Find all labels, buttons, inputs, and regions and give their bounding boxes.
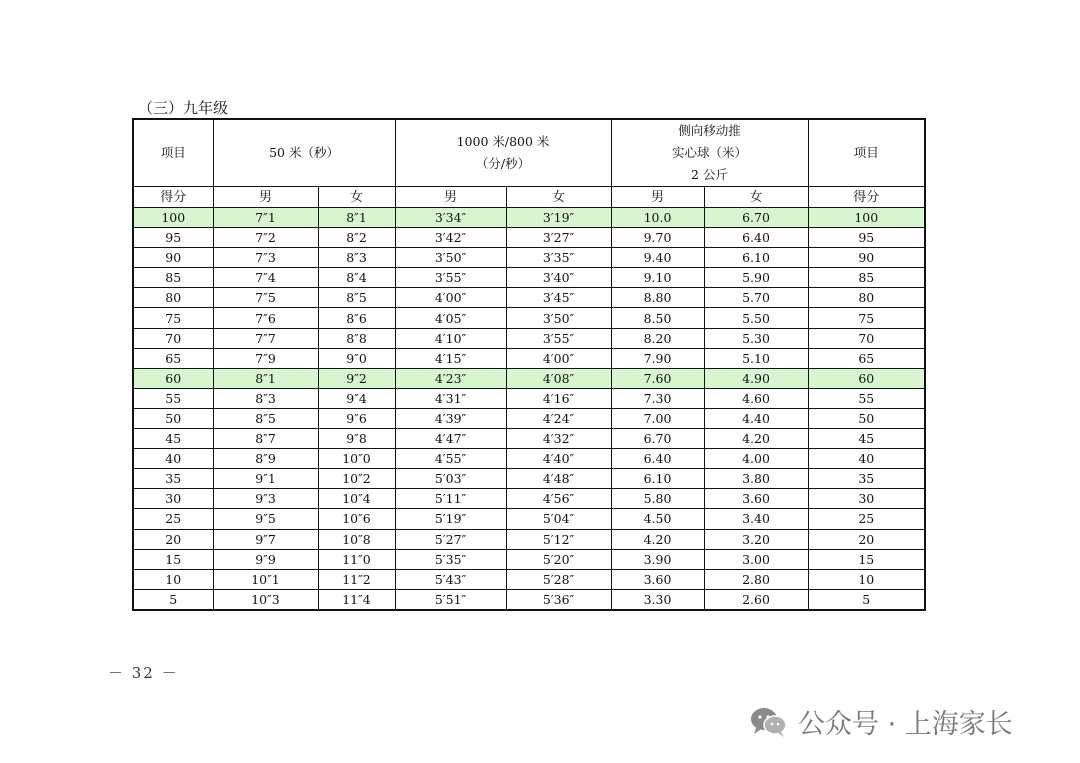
run-female-cell: 4′48″ <box>506 469 611 489</box>
m50-female-cell: 9″2 <box>318 368 395 388</box>
header-ball <box>611 119 808 187</box>
ball-female-cell: 3.80 <box>704 469 808 489</box>
header-1000m-line2: （分/秒） <box>475 156 531 171</box>
score-cell: 50 <box>133 408 213 428</box>
table-row <box>133 449 925 469</box>
ball-male-cell: 6.70 <box>611 429 704 449</box>
score-right-cell: 80 <box>808 288 925 308</box>
run-female-cell: 3′45″ <box>506 288 611 308</box>
m50-male-cell: 7″5 <box>213 288 318 308</box>
ball-female-cell: 3.20 <box>704 529 808 549</box>
ball-male-cell: 7.00 <box>611 408 704 428</box>
run-female-cell: 3′50″ <box>506 308 611 328</box>
score-cell: 15 <box>133 549 213 569</box>
score-cell: 25 <box>133 509 213 529</box>
score-right-cell: 75 <box>808 308 925 328</box>
run-female-cell: 5′36″ <box>506 589 611 610</box>
score-right-cell: 70 <box>808 328 925 348</box>
section-title: （三）九年级 <box>138 99 229 117</box>
ball-male-cell: 6.40 <box>611 449 704 469</box>
run-female-cell: 4′56″ <box>506 489 611 509</box>
score-cell: 35 <box>133 469 213 489</box>
score-right-cell: 55 <box>808 388 925 408</box>
ball-male-cell: 5.80 <box>611 489 704 509</box>
table-row <box>133 208 925 228</box>
score-right-cell: 30 <box>808 489 925 509</box>
m50-male-cell: 9″5 <box>213 509 318 529</box>
header-50m-male: 男 <box>213 187 318 208</box>
watermark <box>750 702 1013 741</box>
wechat-icon <box>750 706 788 738</box>
m50-female-cell: 8″1 <box>318 208 395 228</box>
score-cell: 40 <box>133 449 213 469</box>
score-cell: 70 <box>133 328 213 348</box>
score-right-cell: 40 <box>808 449 925 469</box>
run-female-cell: 5′20″ <box>506 549 611 569</box>
run-male-cell: 5′35″ <box>395 549 506 569</box>
score-right-cell: 90 <box>808 248 925 268</box>
run-male-cell: 5′51″ <box>395 589 506 610</box>
m50-male-cell: 10″3 <box>213 589 318 610</box>
header-ball-line3: 2 公斤 <box>691 167 728 182</box>
run-male-cell: 5′11″ <box>395 489 506 509</box>
m50-male-cell: 8″9 <box>213 449 318 469</box>
run-male-cell: 4′23″ <box>395 368 506 388</box>
m50-male-cell: 9″9 <box>213 549 318 569</box>
run-male-cell: 4′15″ <box>395 348 506 368</box>
ball-female-cell: 3.00 <box>704 549 808 569</box>
score-cell: 30 <box>133 489 213 509</box>
run-male-cell: 5′27″ <box>395 529 506 549</box>
m50-female-cell: 9″8 <box>318 429 395 449</box>
ball-male-cell: 9.40 <box>611 248 704 268</box>
run-male-cell: 4′00″ <box>395 288 506 308</box>
run-female-cell: 4′16″ <box>506 388 611 408</box>
m50-female-cell: 8″8 <box>318 328 395 348</box>
run-female-cell: 4′08″ <box>506 368 611 388</box>
m50-female-cell: 9″4 <box>318 388 395 408</box>
score-cell: 85 <box>133 268 213 288</box>
run-male-cell: 4′10″ <box>395 328 506 348</box>
run-female-cell: 3′19″ <box>506 208 611 228</box>
score-right-cell: 20 <box>808 529 925 549</box>
ball-male-cell: 8.80 <box>611 288 704 308</box>
table-row <box>133 489 925 509</box>
ball-female-cell: 3.60 <box>704 489 808 509</box>
score-right-cell: 10 <box>808 569 925 589</box>
m50-male-cell: 8″7 <box>213 429 318 449</box>
header-1000m-line1: 1000 米/800 米 <box>456 134 550 149</box>
m50-female-cell: 8″6 <box>318 308 395 328</box>
score-right-cell: 65 <box>808 348 925 368</box>
table-row <box>133 228 925 248</box>
ball-male-cell: 6.10 <box>611 469 704 489</box>
m50-male-cell: 7″3 <box>213 248 318 268</box>
ball-female-cell: 2.60 <box>704 589 808 610</box>
ball-female-cell: 6.40 <box>704 228 808 248</box>
header-item: 项目 <box>133 119 213 187</box>
header-row-1 <box>133 119 925 187</box>
table-row <box>133 268 925 288</box>
m50-male-cell: 10″1 <box>213 569 318 589</box>
ball-female-cell: 5.10 <box>704 348 808 368</box>
score-cell: 75 <box>133 308 213 328</box>
score-cell: 10 <box>133 569 213 589</box>
page-number: － 32 － <box>108 664 179 682</box>
m50-male-cell: 9″7 <box>213 529 318 549</box>
score-table <box>132 118 926 611</box>
run-female-cell: 4′00″ <box>506 348 611 368</box>
m50-female-cell: 10″8 <box>318 529 395 549</box>
run-female-cell: 3′40″ <box>506 268 611 288</box>
header-1000m <box>395 119 611 187</box>
ball-female-cell: 5.70 <box>704 288 808 308</box>
run-male-cell: 5′19″ <box>395 509 506 529</box>
ball-male-cell: 3.60 <box>611 569 704 589</box>
run-female-cell: 4′32″ <box>506 429 611 449</box>
run-male-cell: 3′55″ <box>395 268 506 288</box>
m50-male-cell: 7″1 <box>213 208 318 228</box>
ball-male-cell: 7.30 <box>611 388 704 408</box>
header-50m: 50 米（秒） <box>213 119 395 187</box>
run-female-cell: 3′27″ <box>506 228 611 248</box>
m50-male-cell: 8″1 <box>213 368 318 388</box>
ball-male-cell: 9.10 <box>611 268 704 288</box>
run-female-cell: 3′35″ <box>506 248 611 268</box>
ball-female-cell: 4.40 <box>704 408 808 428</box>
m50-male-cell: 7″6 <box>213 308 318 328</box>
ball-female-cell: 4.00 <box>704 449 808 469</box>
score-right-cell: 15 <box>808 549 925 569</box>
m50-male-cell: 7″4 <box>213 268 318 288</box>
watermark-text: 公众号 · 上海家长 <box>798 709 1013 740</box>
ball-female-cell: 5.50 <box>704 308 808 328</box>
score-cell: 5 <box>133 589 213 610</box>
m50-female-cell: 10″4 <box>318 489 395 509</box>
m50-female-cell: 11″4 <box>318 589 395 610</box>
header-run-male: 男 <box>395 187 506 208</box>
m50-female-cell: 10″6 <box>318 509 395 529</box>
header-ball-line2: 实心球（米） <box>672 145 748 160</box>
table-row <box>133 388 925 408</box>
ball-female-cell: 4.60 <box>704 388 808 408</box>
score-right-cell: 25 <box>808 509 925 529</box>
header-ball-female: 女 <box>704 187 808 208</box>
table-row <box>133 429 925 449</box>
table-row <box>133 368 925 388</box>
run-female-cell: 5′28″ <box>506 569 611 589</box>
m50-female-cell: 9″6 <box>318 408 395 428</box>
score-cell: 95 <box>133 228 213 248</box>
run-male-cell: 4′39″ <box>395 408 506 428</box>
m50-female-cell: 8″4 <box>318 268 395 288</box>
ball-male-cell: 4.20 <box>611 529 704 549</box>
run-male-cell: 3′50″ <box>395 248 506 268</box>
m50-female-cell: 10″0 <box>318 449 395 469</box>
m50-male-cell: 9″1 <box>213 469 318 489</box>
m50-female-cell: 8″5 <box>318 288 395 308</box>
ball-female-cell: 5.30 <box>704 328 808 348</box>
ball-male-cell: 3.30 <box>611 589 704 610</box>
header-run-female: 女 <box>506 187 611 208</box>
table-row <box>133 328 925 348</box>
m50-male-cell: 7″7 <box>213 328 318 348</box>
table-row <box>133 288 925 308</box>
ball-male-cell: 8.20 <box>611 328 704 348</box>
run-male-cell: 5′43″ <box>395 569 506 589</box>
run-male-cell: 4′55″ <box>395 449 506 469</box>
header-score: 得分 <box>133 187 213 208</box>
m50-male-cell: 8″5 <box>213 408 318 428</box>
ball-male-cell: 10.0 <box>611 208 704 228</box>
m50-female-cell: 8″3 <box>318 248 395 268</box>
run-female-cell: 5′04″ <box>506 509 611 529</box>
run-male-cell: 4′05″ <box>395 308 506 328</box>
ball-male-cell: 8.50 <box>611 308 704 328</box>
run-male-cell: 4′31″ <box>395 388 506 408</box>
ball-female-cell: 3.40 <box>704 509 808 529</box>
ball-male-cell: 9.70 <box>611 228 704 248</box>
m50-female-cell: 11″2 <box>318 569 395 589</box>
ball-female-cell: 4.20 <box>704 429 808 449</box>
score-cell: 100 <box>133 208 213 228</box>
ball-female-cell: 5.90 <box>704 268 808 288</box>
table-row <box>133 529 925 549</box>
header-item-right: 项目 <box>808 119 925 187</box>
table-row <box>133 589 925 610</box>
m50-male-cell: 7″2 <box>213 228 318 248</box>
table-row <box>133 248 925 268</box>
score-cell: 60 <box>133 368 213 388</box>
m50-female-cell: 8″2 <box>318 228 395 248</box>
m50-male-cell: 9″3 <box>213 489 318 509</box>
table-row <box>133 509 925 529</box>
ball-female-cell: 4.90 <box>704 368 808 388</box>
table-row <box>133 308 925 328</box>
score-right-cell: 35 <box>808 469 925 489</box>
table-row <box>133 408 925 428</box>
ball-male-cell: 4.50 <box>611 509 704 529</box>
run-female-cell: 4′40″ <box>506 449 611 469</box>
score-cell: 80 <box>133 288 213 308</box>
header-ball-male: 男 <box>611 187 704 208</box>
m50-male-cell: 7″9 <box>213 348 318 368</box>
header-score-right: 得分 <box>808 187 925 208</box>
run-male-cell: 4′47″ <box>395 429 506 449</box>
score-cell: 55 <box>133 388 213 408</box>
table-row <box>133 469 925 489</box>
score-right-cell: 60 <box>808 368 925 388</box>
score-right-cell: 100 <box>808 208 925 228</box>
m50-female-cell: 11″0 <box>318 549 395 569</box>
score-right-cell: 50 <box>808 408 925 428</box>
run-male-cell: 3′34″ <box>395 208 506 228</box>
header-row-2 <box>133 187 925 208</box>
m50-male-cell: 8″3 <box>213 388 318 408</box>
table-row <box>133 549 925 569</box>
score-right-cell: 45 <box>808 429 925 449</box>
run-female-cell: 4′24″ <box>506 408 611 428</box>
run-female-cell: 5′12″ <box>506 529 611 549</box>
score-right-cell: 85 <box>808 268 925 288</box>
m50-female-cell: 9″0 <box>318 348 395 368</box>
score-cell: 20 <box>133 529 213 549</box>
table-row <box>133 569 925 589</box>
score-cell: 90 <box>133 248 213 268</box>
ball-female-cell: 2.80 <box>704 569 808 589</box>
score-right-cell: 5 <box>808 589 925 610</box>
header-50m-female: 女 <box>318 187 395 208</box>
ball-female-cell: 6.10 <box>704 248 808 268</box>
score-cell: 65 <box>133 348 213 368</box>
score-right-cell: 95 <box>808 228 925 248</box>
m50-female-cell: 10″2 <box>318 469 395 489</box>
run-female-cell: 3′55″ <box>506 328 611 348</box>
ball-male-cell: 7.90 <box>611 348 704 368</box>
header-ball-line1: 侧向移动推 <box>678 123 741 138</box>
table-row <box>133 348 925 368</box>
run-male-cell: 5′03″ <box>395 469 506 489</box>
ball-female-cell: 6.70 <box>704 208 808 228</box>
run-male-cell: 3′42″ <box>395 228 506 248</box>
ball-male-cell: 3.90 <box>611 549 704 569</box>
ball-male-cell: 7.60 <box>611 368 704 388</box>
score-cell: 45 <box>133 429 213 449</box>
